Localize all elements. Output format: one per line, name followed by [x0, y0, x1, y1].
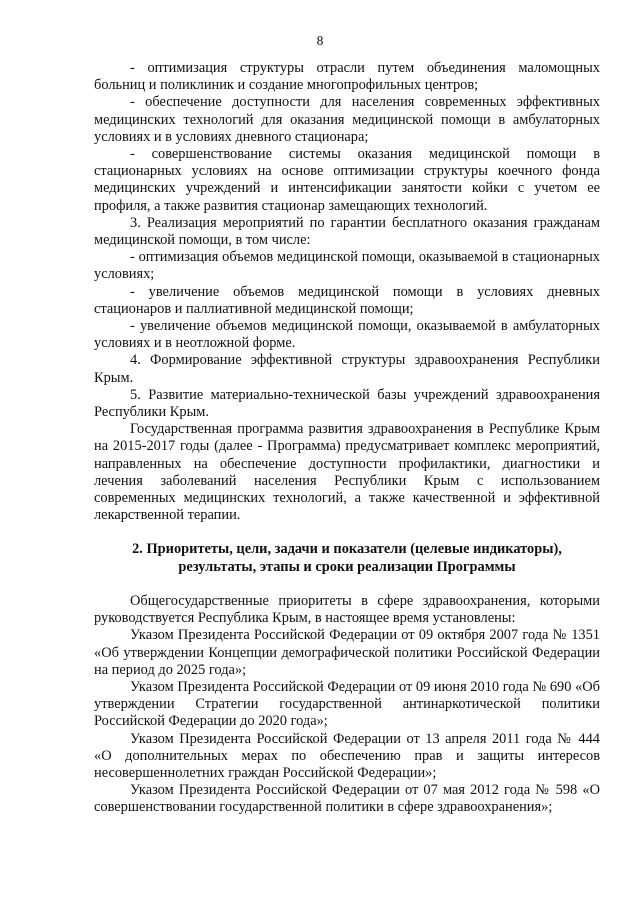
- paragraph: - обеспечение доступности для населения современных эффективных медицинских технологий для оказания медицинской помощи в амбулаторных условиях и в условиях дневного стационара;: [94, 94, 600, 145]
- paragraph: 5. Развитие материально-технической базы учреждений здравоохранения Республики Крым.: [94, 386, 600, 421]
- paragraph: Указом Президента Российской Федерации от 09 июня 2010 года № 690 «Об утверждении Стратегии государственной антинаркотической политики Российской Федерации до 2020 года»;: [94, 678, 600, 730]
- document-body: [94, 60, 600, 817]
- paragraph: 4. Формирование эффективной структуры здравоохранения Республики Крым.: [94, 352, 600, 386]
- paragraph: Государственная программа развития здравоохранения в Республике Крым на 2015-2017 годы (далее - Программа) предусматривает комплекс мероприятий, направленных на обеспечение доступности профилактики, диагностики и лечения заболеваний населения Республики Крым с использованием современных медицинских технологий, а также качественной и эффективной лекарственной терапии.: [94, 421, 600, 524]
- paragraph: Общегосударственные приоритеты в сфере здравоохранения, которыми руководствуется Республика Крым, в настоящее время установлены:: [94, 592, 600, 627]
- paragraph: Указом Президента Российской Федерации от 07 мая 2012 года № 598 «О совершенствовании государственной политики в сфере здравоохранения»;: [94, 782, 600, 816]
- paragraph: - увеличение объемов медицинской помощи в условиях дневных стационаров и паллиативной медицинской помощи;: [94, 283, 600, 317]
- page-number: 8: [316, 33, 324, 48]
- paragraph: Указом Президента Российской Федерации от 13 апреля 2011 года № 444 «О дополнительных мерах по обеспечению прав и защиты интересов несовершеннолетних граждан Российской Федерации»;: [94, 730, 600, 781]
- paragraph: - совершенствование системы оказания медицинской помощи в стационарных условиях на основе оптимизации структуры коечного фонда медицинских учреждений и интенсификации занятости койки с учетом ее профиля, а также развития стационар замещающих технологий.: [94, 146, 600, 214]
- section-heading: 2. Приоритеты, цели, задачи и показатели (целевые индикаторы), результаты, этапы и сроки реализации Программы: [132, 541, 562, 575]
- paragraph: Указом Президента Российской Федерации от 09 октября 2007 года № 1351 «Об утверждении Концепции демографической политики Российской Федерации на период до 2025 года»;: [94, 627, 600, 678]
- paragraph: - оптимизация структуры отрасли путем объединения маломощных больниц и поликлиник и создание многопрофильных центров;: [94, 60, 600, 94]
- paragraph: 3. Реализация мероприятий по гарантии бесплатного оказания гражданам медицинской помощи, в том числе:: [94, 214, 600, 249]
- paragraph: - увеличение объемов медицинской помощи, оказываемой в амбулаторных условиях и в неотложной форме.: [94, 318, 600, 352]
- paragraph: - оптимизация объемов медицинской помощи, оказываемой в стационарных условиях;: [94, 249, 600, 283]
